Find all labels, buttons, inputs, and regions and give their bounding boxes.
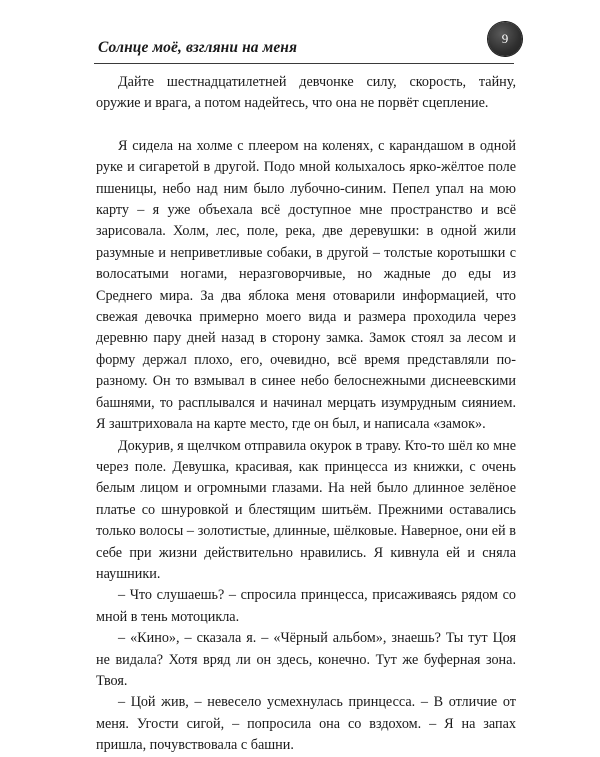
running-header-title: Солнце моё, взгляни на меня	[98, 39, 298, 56]
dialogue-line: – «Кино», – сказала я. – «Чёрный альбом», знаешь? Ты тут Цоя не видала? Хотя вряд ли он здесь, конечно. Тут же буферная зона. Твоя.	[96, 630, 516, 689]
epigraph: Дайте шестнадцатилетней девчонке силу, скорость, тайну, оружие и врага, а потом надейтесь, что она не порвёт сцепление.	[96, 74, 516, 112]
running-header	[94, 27, 537, 65]
page-number-badge: 9	[488, 22, 522, 56]
header-divider	[94, 63, 514, 64]
dialogue-line: – Что слушаешь? – спросила принцесса, присаживаясь рядом со мной в тень мотоцикла.	[96, 587, 516, 625]
paragraph: Я сидела на холме с плеером на коленях, с карандашом в одной руке и сигаретой в другой. Подо мной колыхалось ярко-жёлтое поле пшеницы, небо над ним было лубочно-синим. Пепел упал на мою карту – я уже объехала всё доступное мне пространство и всё зарисовала. Холм, лес, поле, река, две деревушки: в одной жили разумные и неприветливые собаки, в другой – толстые коротышки с волосатыми ногами, неразговорчивые, но жадные до еды из Среднего мира. За два яблока меня отоварили информацией, что свежая девочка примерно моего вида и размера проходила через деревню пару дней назад в сторону замка. Замок стоял за лесом и форму держал плохо, его, очевидно, всё время представляли по-разному. Он то взмывал в синее небо белоснежными диснеевскими башнями, то расплывался и начинал мерцать изумрудным сиянием. Я заштриховала на карте место, где он был, и написала «замок».	[96, 137, 516, 433]
paragraph: Докурив, я щелчком отправила окурок в траву. Кто-то шёл ко мне через поле. Девушка, красивая, как принцесса из книжки, с очень белым лицом и огромными глазами. На ней было длинное зелёное платье со шнуровкой и блестящим шитьём. Прежними оставались только волосы – золотистые, длинные, шёлковые. Наверное, они ей в себе при жизни действительно нравились. Я кивнула ей и сняла наушники.	[96, 437, 516, 582]
dialogue-line: – Цой жив, – невесело усмехнулась принцесса. – В отличие от меня. Угости сигой, – попросила она со вздохом. – Я на запах пришла, почувствовала с башни.	[96, 694, 516, 754]
page-body	[96, 72, 516, 757]
